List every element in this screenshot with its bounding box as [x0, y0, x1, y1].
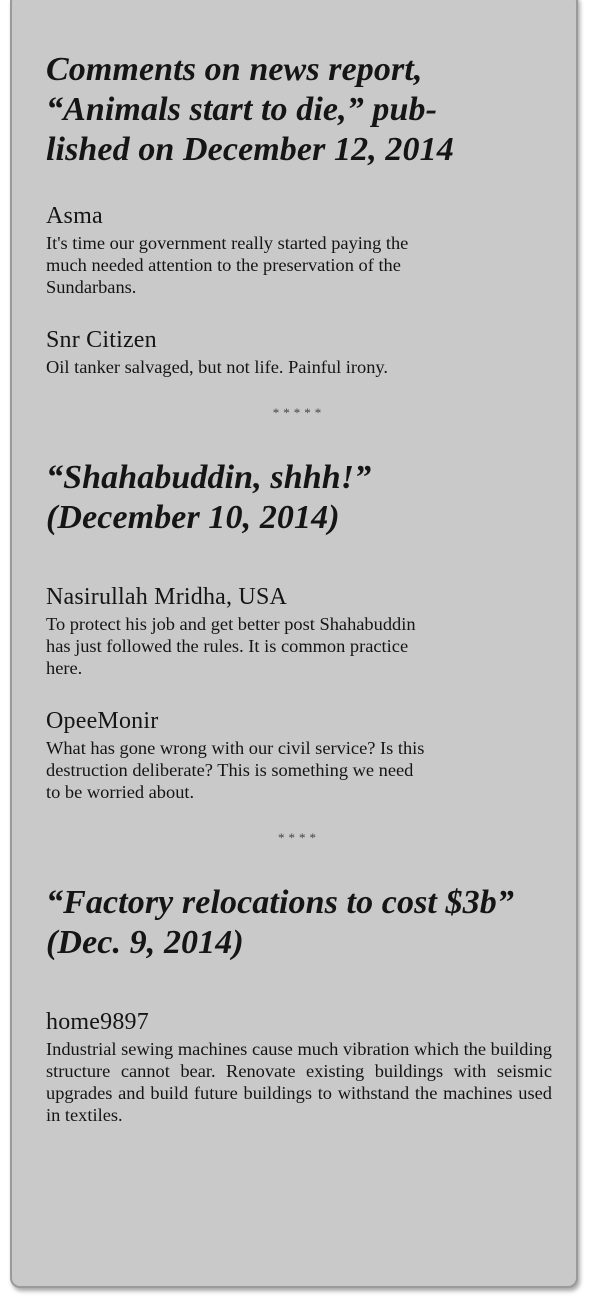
comment-text-line: What has gone wrong with our civil service? Is this [46, 738, 425, 758]
comment-text-line: destruction deliberate? This is something we need [46, 760, 414, 780]
section-animals-start-to-die [46, 50, 552, 420]
comment-author: Asma [46, 203, 103, 229]
comment-text [46, 356, 552, 378]
comment-snr-citizen [46, 326, 552, 378]
comment-home9897 [46, 1008, 552, 1126]
separator: ***** [272, 405, 326, 420]
comment-text [46, 737, 552, 803]
section-title-line: (December 10, 2014) [46, 499, 340, 536]
comment-asma [46, 202, 552, 298]
comment-text-line: to be worried about. [46, 782, 195, 802]
comment-text-line: has just followed the rules. It is common practice [46, 636, 409, 656]
comments-panel [10, 0, 578, 1288]
comment-text-line: here. [46, 658, 83, 678]
section-title-line: lished on December 12, 2014 [46, 131, 454, 168]
section-title-line: “Animals start to die,” pub- [46, 91, 438, 128]
section-factory-relocations [46, 883, 552, 1126]
comment-author: Snr Citizen [46, 327, 157, 353]
section-title [46, 883, 552, 963]
section-title-line: (Dec. 9, 2014) [46, 924, 244, 961]
comment-opeemonir [46, 707, 552, 803]
section-title-line: “Factory relocations to cost $3b” [46, 884, 514, 921]
section-title-line: Comments on news report, [46, 51, 423, 88]
comment-text-line: To protect his job and get better post Shahabuddin [46, 614, 416, 634]
comment-author: OpeeMonir [46, 708, 159, 734]
comment-text: Industrial sewing machines cause much vibration which the building structure cannot bear. Renovate existing buildings with seismic upgrades and build future buildings to withstand the machines used in textiles. [46, 1039, 552, 1125]
comment-text-line: much needed attention to the preservation of the [46, 255, 401, 275]
comment-nasirullah-mridha [46, 583, 552, 679]
comment-text-line: Sundarbans. [46, 277, 137, 297]
separator: **** [278, 830, 320, 845]
section-shahabuddin-shhh [46, 458, 552, 845]
section-title-line: “Shahabuddin, shhh!” [46, 459, 372, 496]
comment-text [46, 232, 552, 298]
section-title [46, 50, 552, 170]
comment-text [46, 613, 552, 679]
section-title [46, 458, 552, 538]
comment-author: Nasirullah Mridha, USA [46, 584, 288, 610]
comment-text-line: It's time our government really started paying the [46, 233, 409, 253]
comment-text-line: Oil tanker salvaged, but not life. Painful irony. [46, 357, 389, 377]
comment-author: home9897 [46, 1009, 149, 1035]
